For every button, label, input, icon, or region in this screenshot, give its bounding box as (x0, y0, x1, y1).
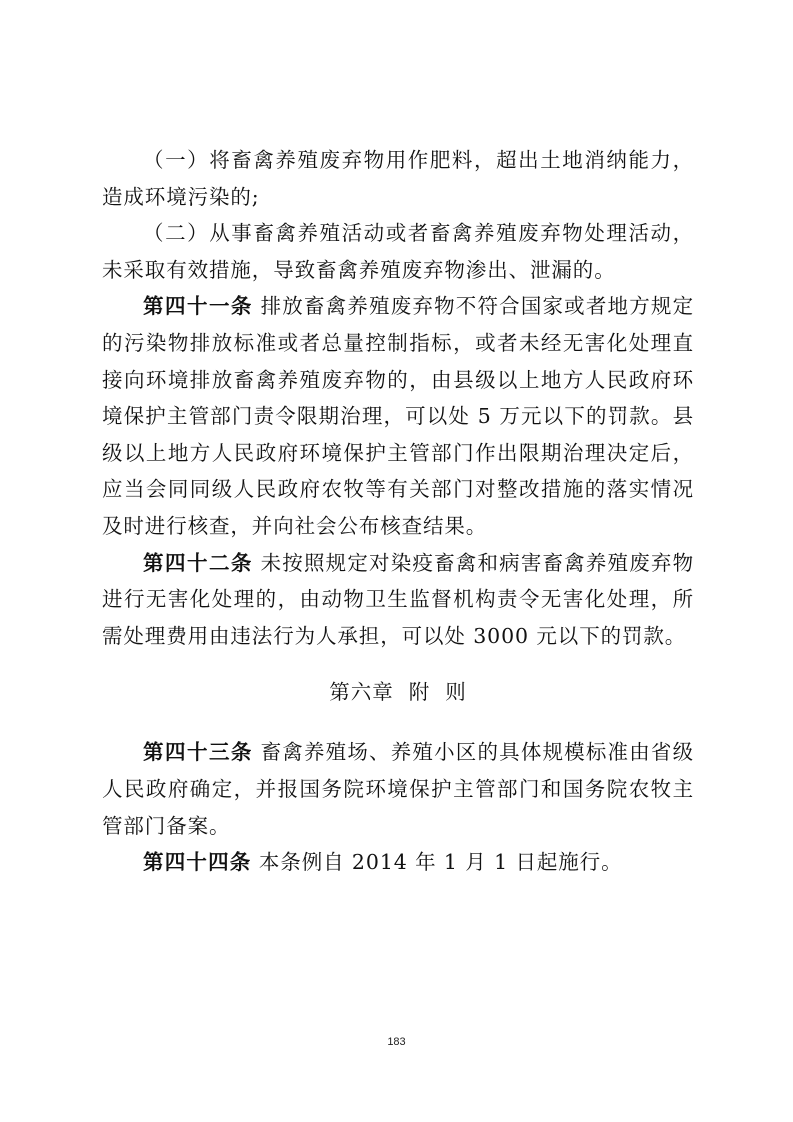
chapter-title: 第六章 附 则 (329, 680, 467, 705)
article-43-text: 畜禽养殖场、养殖小区的具体规模标准由省级人民政府确定，并报国务院环境保护主管部门和国务院农牧主管部门备案。 (102, 740, 694, 838)
article-44-number: 第四十四条 (143, 850, 252, 875)
article-42-number: 第四十二条 (143, 550, 253, 575)
list-item-1: （一）将畜禽养殖废弃物用作肥料，超出土地消纳能力，造成环境污染的; (102, 148, 694, 209)
article-42-text: 未按照规定对染疫畜禽和病害畜禽养殖废弃物进行无害化处理的，由动物卫生监督机构责令无害化处理，所需处理费用由违法行为人承担，可以处 3000 元以下的罚款。 (102, 550, 694, 648)
page-number: 183 (387, 1036, 406, 1048)
list-item-2: （二）从事畜禽养殖活动或者畜禽养殖废弃物处理活动，未采取有效措施，导致畜禽养殖废弃物渗出、泄漏的。 (102, 221, 694, 282)
article-41-number: 第四十一条 (143, 294, 253, 319)
article-42 (102, 545, 694, 655)
article-44 (102, 844, 694, 881)
article-41-text: 排放畜禽养殖废弃物不符合国家或者地方规定的污染物排放标准或者总量控制指标，或者未经无害化处理直接向环境排放畜禽养殖废弃物的，由县级以上地方人民政府环境保护主管部门责令限期治理，可以处 5 万元以下的罚款。县级以上地方人民政府环境保护主管部门作出限期治理决定后，应当会同同级人民政府农牧等有关部门对整改措施的落实情况及时进行核查，并向社会公布核查结果。 (102, 294, 694, 538)
article-43-number: 第四十三条 (143, 740, 253, 765)
article-41 (102, 288, 694, 544)
article-44-text: 本条例自 2014 年 1 月 1 日起施行。 (251, 850, 623, 875)
page-content (102, 142, 694, 881)
article-43 (102, 734, 694, 844)
